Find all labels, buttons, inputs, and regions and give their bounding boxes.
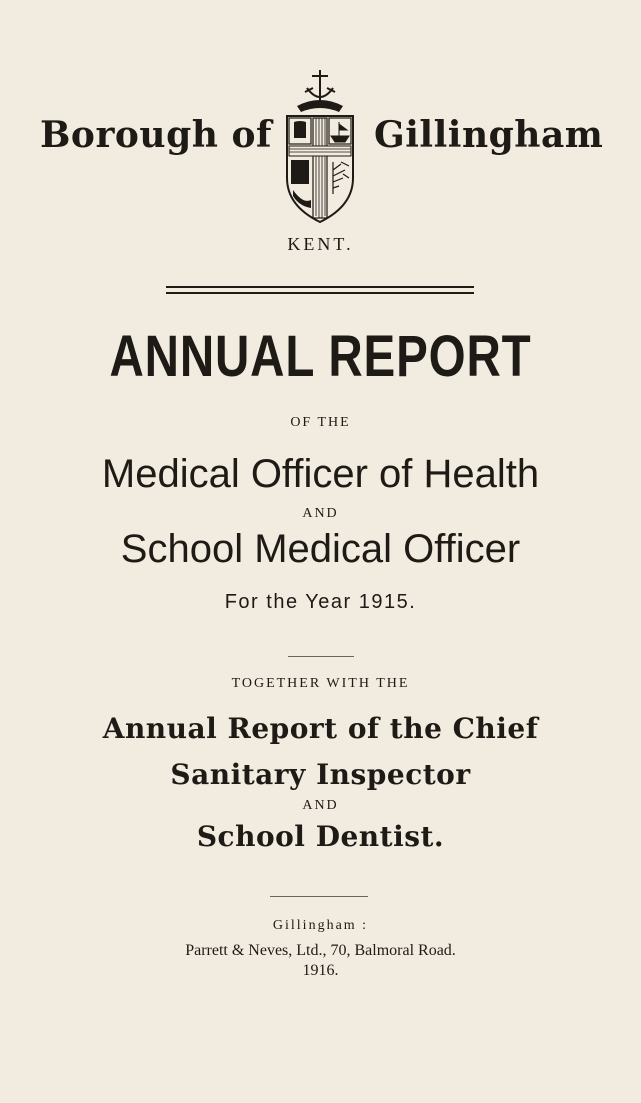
borough-crest-icon — [279, 66, 361, 226]
gillingham-heading: Gillingham — [374, 114, 604, 156]
and-label-2: AND — [302, 798, 339, 813]
double-rule-bottom — [166, 292, 474, 294]
together-with-label: TOGETHER WITH THE — [231, 676, 410, 691]
publisher-address: Parrett & Neves, Ltd., 70, Balmoral Road. — [185, 942, 456, 959]
chief-report-line: Annual Report of the Chief — [102, 712, 539, 745]
publication-year: 1916. — [302, 962, 339, 979]
section-divider — [288, 656, 354, 657]
publisher-place: Gillingham : — [272, 918, 369, 933]
borough-of-heading: Borough of — [40, 114, 272, 156]
county-label: KENT. — [287, 234, 354, 254]
school-dentist-line: School Dentist. — [196, 820, 445, 853]
school-medical-officer-title: School Medical Officer — [120, 527, 521, 571]
double-rule-top — [166, 286, 474, 288]
section-divider-2 — [270, 896, 368, 897]
report-year-line: For the Year 1915. — [224, 591, 417, 613]
medical-officer-of-health-title: Medical Officer of Health — [101, 452, 540, 496]
and-label: AND — [302, 506, 339, 521]
of-the-label: OF THE — [290, 415, 351, 430]
sanitary-inspector-line: Sanitary Inspector — [170, 758, 471, 791]
annual-report-title: ANNUAL REPORT — [109, 324, 532, 389]
